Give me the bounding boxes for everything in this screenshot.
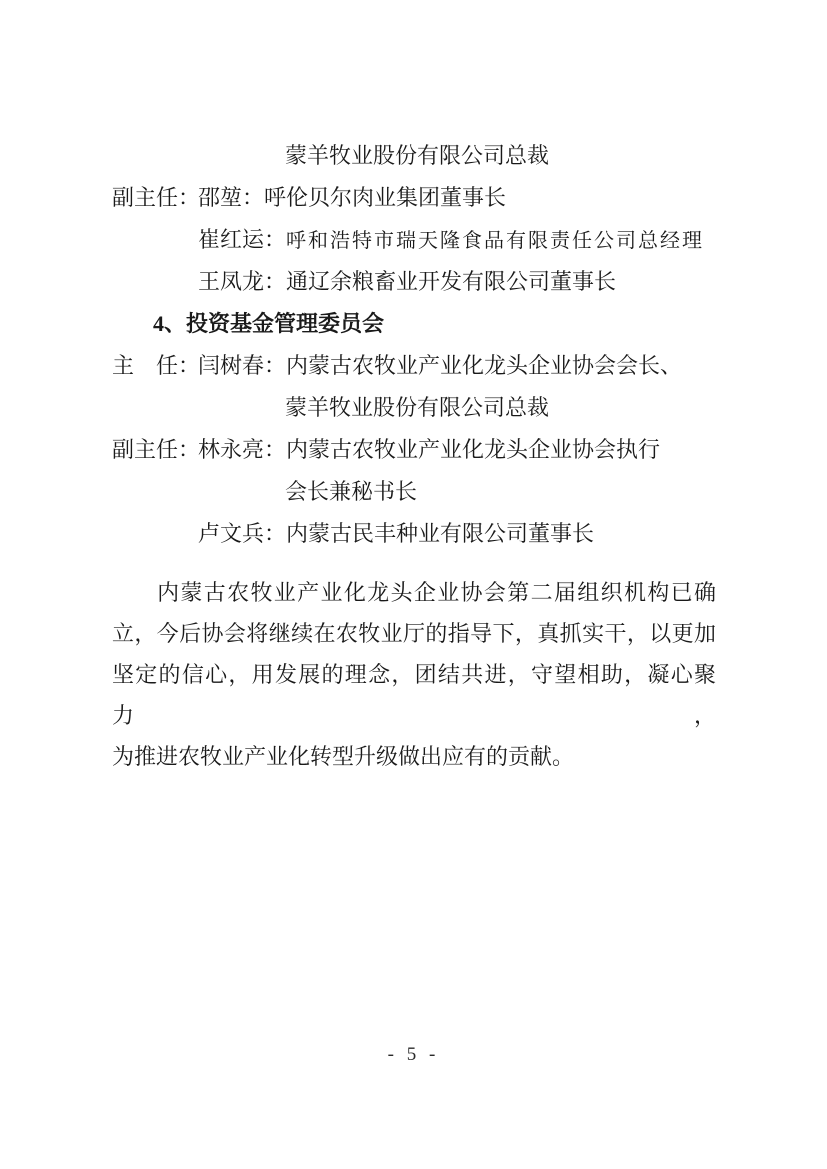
- roster-entry: [112, 261, 716, 303]
- person-title: 蒙羊牧业股份有限公司总裁: [285, 143, 550, 168]
- roster-entry: [112, 429, 716, 471]
- roster-entry: [112, 177, 716, 219]
- person-title: 会长兼秘书长: [285, 479, 418, 504]
- roster-entry: [112, 219, 716, 261]
- role-label: 副主任：: [112, 437, 201, 462]
- role-label: 副主任：: [112, 185, 201, 210]
- document-content: [112, 135, 716, 777]
- roster-continuation-line: [112, 471, 716, 513]
- page-number: - 5 -: [387, 1044, 440, 1065]
- person-title: 呼和浩特市瑞天隆食品有限责任公司总经理: [286, 230, 705, 252]
- closing-paragraph: [112, 572, 716, 777]
- roster-continuation-line: [112, 387, 716, 429]
- paragraph-line: 立，今后协会将继续在农牧业厅的指导下，真抓实干，以更加: [112, 621, 716, 646]
- roster-entry: [112, 513, 716, 555]
- person-name: 邵堃：: [198, 185, 265, 210]
- person-name: 崔红运：: [198, 227, 287, 252]
- person-title: 呼伦贝尔肉业集团董事长: [264, 185, 507, 210]
- person-title: 通辽余粮畜业开发有限公司董事长: [286, 269, 617, 294]
- roster-entry: [112, 345, 716, 387]
- person-title: 内蒙古农牧业产业化龙头企业协会执行: [286, 437, 661, 462]
- person-name: 王凤龙：: [198, 269, 287, 294]
- person-name: 林永亮：: [198, 437, 287, 462]
- person-name: 闫树春：: [198, 353, 287, 378]
- paragraph-line: 坚定的信心，用发展的理念，团结共进，守望相助，凝心聚力，: [112, 662, 716, 728]
- section-heading: 4、投资基金管理委员会: [153, 311, 385, 336]
- paragraph-line: 内蒙古农牧业产业化龙头企业协会第二届组织机构已确: [157, 580, 716, 605]
- person-name: 卢文兵：: [198, 521, 287, 546]
- role-label: 主 任：: [112, 353, 201, 378]
- paragraph-line: 为推进农牧业产业化转型升级做出应有的贡献。: [112, 744, 575, 769]
- person-title: 内蒙古民丰种业有限公司董事长: [286, 521, 595, 546]
- person-title: 蒙羊牧业股份有限公司总裁: [285, 395, 550, 420]
- roster-continuation-line: [112, 135, 716, 177]
- person-title: 内蒙古农牧业产业化龙头企业协会会长、: [286, 353, 683, 378]
